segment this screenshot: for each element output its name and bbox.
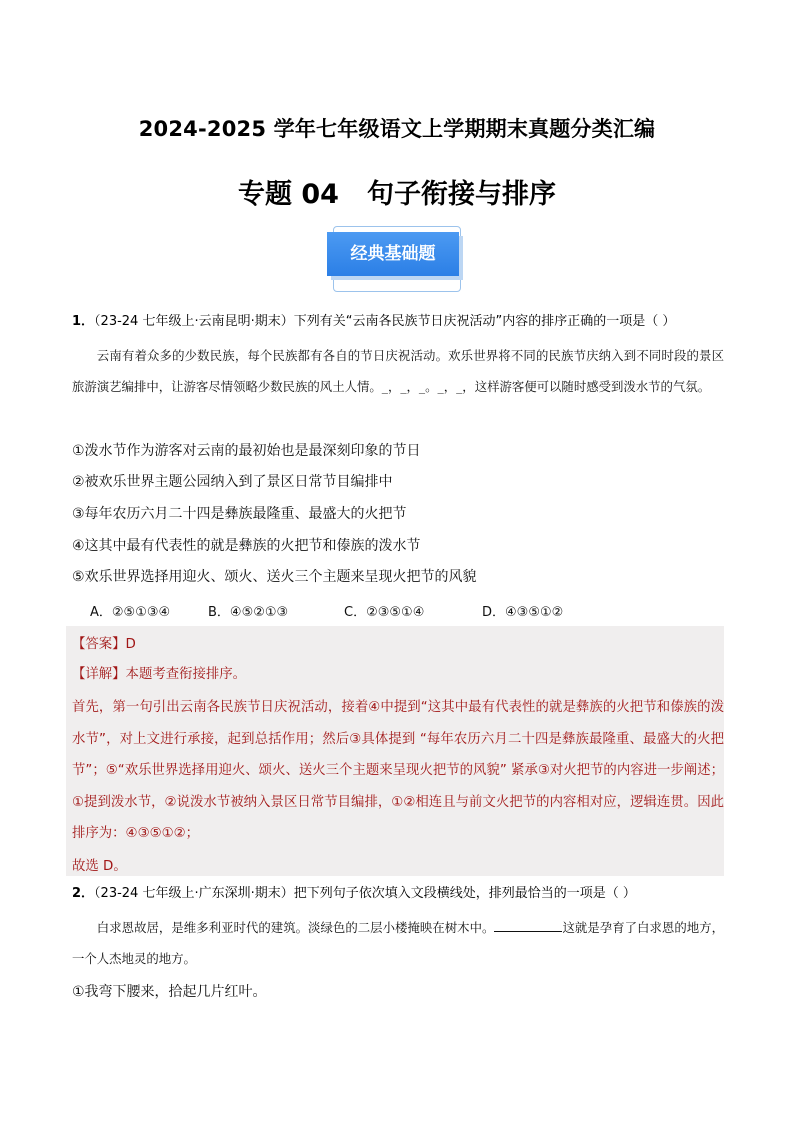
option-3: ③每年农历六月二十四是彝族最隆重、最盛大的火把节 — [72, 506, 407, 522]
option-1: ①泼水节作为游客对云南的最初始也是最深刻印象的节日 — [72, 443, 421, 459]
question-text: （23-24 七年级上·云南昆明·期末）下列有关“云南各民族节日庆祝活动”内容的排序正确的一项是（ ） — [94, 314, 676, 329]
choice-d[interactable]: D．④③⑤①② — [482, 605, 564, 620]
document-title: 2024-2025 学年七年级语文上学期期末真题分类汇编 — [138, 117, 656, 141]
explanation: 首先，第一句引出云南各民族节日庆祝活动，接着④中提到“这其中最有代表性的就是彝族的火把节和傣族的泼水节”，对上文进行承接，起到总括作用；然后③具体提到 “每年农历六月二十四是彝族最隆重、最盛大的火把节”；⑤“欢乐世界选择用迎火、颂火、送火三个主题来呈现火把节的风貌” 紧承③对火把节的内容进一步阐述；①提到泼水节，②说泼水节被纳入景区日常节目编排，①②相连且与前文火把节的内容相对应，逻辑连贯。因此排序为：④③⑤①②； — [72, 700, 724, 841]
fill-blank — [494, 918, 562, 932]
passage-after: 这就是孕育了白求恩的地方，一个人杰地灵的地方。 — [72, 920, 725, 966]
choice-c[interactable]: C．②③⑤①④ — [344, 605, 425, 620]
option-5: ⑤欢乐世界选择用迎火、颂火、送火三个主题来呈现火把节的风貌 — [72, 569, 477, 585]
topic-title — [0, 172, 794, 211]
passage-before: 白求恩故居，是维多利亚时代的建筑。淡绿色的二层小楼掩映在树木中。 — [96, 920, 495, 935]
question-2-stem — [72, 885, 636, 903]
q2-option-1: ①我弯下腰来，拾起几片红叶。 — [72, 984, 267, 1000]
option-4: ④这其中最有代表性的就是彝族的火把节和傣族的泼水节 — [72, 538, 421, 554]
answer: 【答案】D — [72, 637, 136, 652]
topic-number: 专题 04 — [238, 179, 339, 210]
question-text: （23-24 七年级上·广东深圳·期末）把下列句子依次填入文段横线处，排列最恰当的一项是（ ） — [94, 886, 636, 901]
question-1-stem — [72, 313, 675, 331]
question-1-passage: 云南有着众多的少数民族，每个民族都有各自的节日庆祝活动。欢乐世界将不同的民族节庆纳入到不同时段的景区旅游演艺编排中，让游客尽情领略少数民族的风土人情。_，_，_。_，_，这样游客便可以随时感受到泼水节的气氛。 — [72, 348, 724, 394]
detail-label: 【详解】本题考查衔接排序。 — [72, 667, 247, 682]
banner-label: 经典基础题 — [327, 232, 459, 276]
topic-name: 句子衔接与排序 — [366, 179, 556, 210]
option-2: ②被欢乐世界主题公园纳入到了景区日常节目编排中 — [72, 474, 393, 490]
choice-a[interactable]: A．②⑤①③④ — [90, 605, 171, 620]
choice-b[interactable]: B．④⑤②①③ — [208, 605, 289, 620]
question-2-passage — [72, 912, 724, 974]
question-number: 2． — [72, 886, 95, 901]
answer-choices — [90, 601, 563, 620]
section-banner — [327, 222, 467, 296]
question-number: 1． — [72, 314, 95, 329]
conclusion: 故选 D。 — [72, 859, 127, 874]
